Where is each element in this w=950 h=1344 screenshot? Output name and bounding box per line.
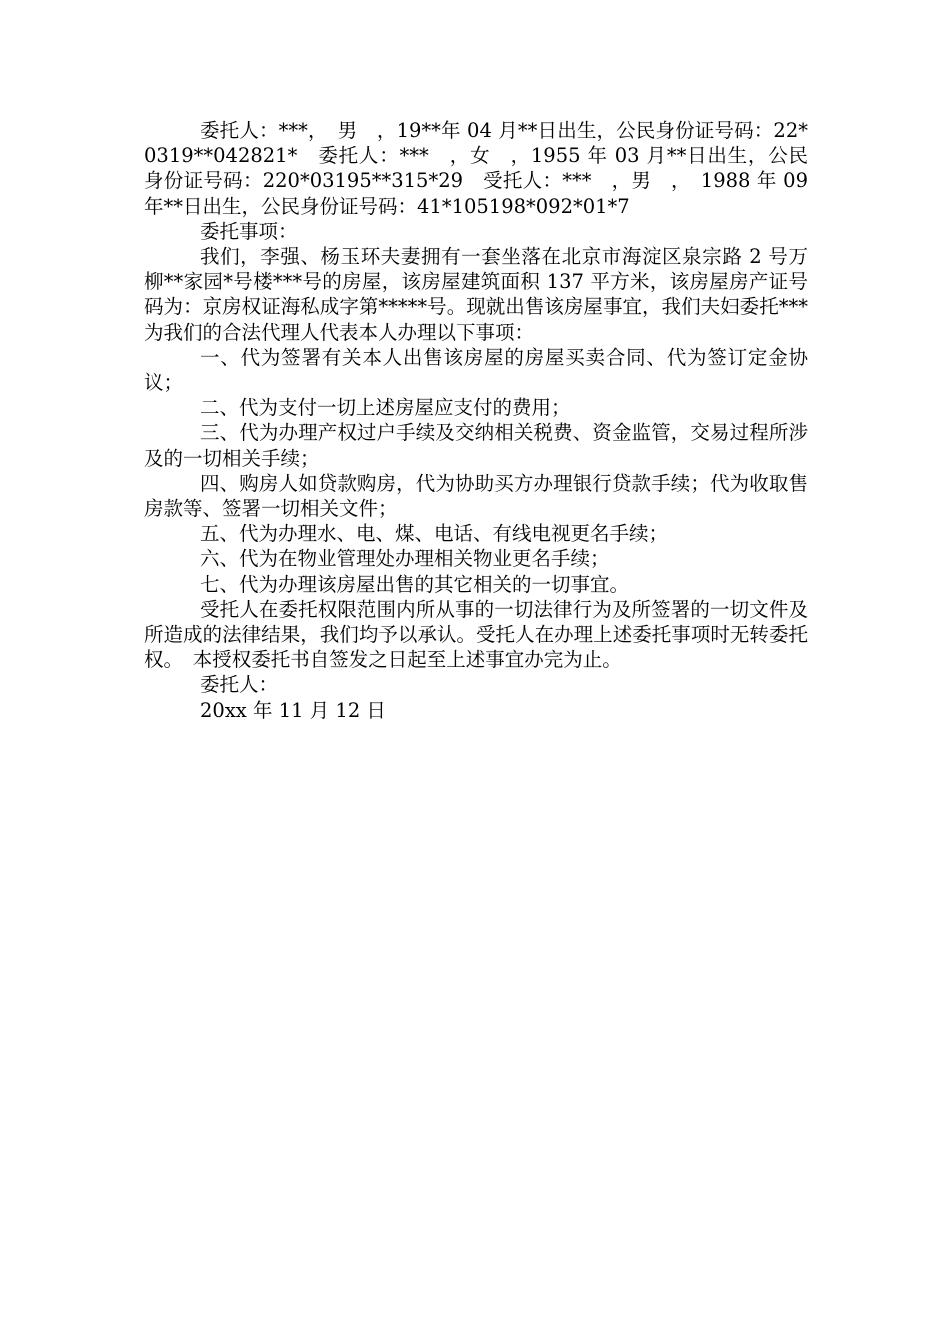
matter-item-3: 三、代为办理产权过户手续及交纳相关税费、资金监管，交易过程所涉及的一切相关手续； bbox=[144, 421, 808, 470]
document-body bbox=[144, 118, 808, 723]
document-date: 20xx 年 11 月 12 日 bbox=[200, 698, 386, 722]
matter-item-6: 六、代为在物业管理处办理相关物业更名手续； bbox=[200, 547, 610, 571]
parties-paragraph: 委托人：***， 男 ，19**年 04 月**日出生，公民身份证号码：22*0319**042821* 委托人：*** ，女 ，1955 年 03 月**日出生，公民身份证号码：220*03195**315*29 受托人：*** ，男 ， 1988 年 09 年**日出生，公民身份证号码：41*105198*092*01*7 bbox=[144, 119, 808, 218]
matter-item-4: 四、购房人如贷款购房，代为协助买方办理银行贷款手续；代为收取售房款等、签署一切相关文件； bbox=[144, 471, 808, 521]
matter-item-5: 五、代为办理水、电、煤、电话、有线电视更名手续； bbox=[200, 522, 669, 546]
property-description-paragraph: 我们，李强、杨玉环夫妻拥有一套坐落在北京市海淀区泉宗路 2 号万柳**家园*号楼***号的房屋，该房屋建筑面积 137 平方米，该房屋房产证号码为：京房权证海私成字第*****号。现就出售该房屋事宜，我们夫妇委托***为我们的合法代理人代表本人办理以下事项： bbox=[144, 245, 808, 344]
acknowledgement-paragraph: 受托人在委托权限范围内所从事的一切法律行为及所签署的一切文件及所造成的法律结果，我们均予以承认。受托人在办理上述委托事项时无转委托权。 本授权委托书自签发之日起至上述事宜办完为止。 bbox=[144, 597, 808, 672]
matter-item-7: 七、代为办理该房屋出售的其它相关的一切事宜。 bbox=[200, 572, 630, 596]
entrusted-matters-heading: 委托事项： bbox=[200, 219, 298, 243]
signature-label: 委托人： bbox=[200, 673, 279, 697]
matter-item-1: 一、代为签署有关本人出售该房屋的房屋买卖合同、代为签订定金协议； bbox=[144, 345, 808, 395]
matter-item-2: 二、代为支付一切上述房屋应支付的费用； bbox=[200, 396, 571, 420]
